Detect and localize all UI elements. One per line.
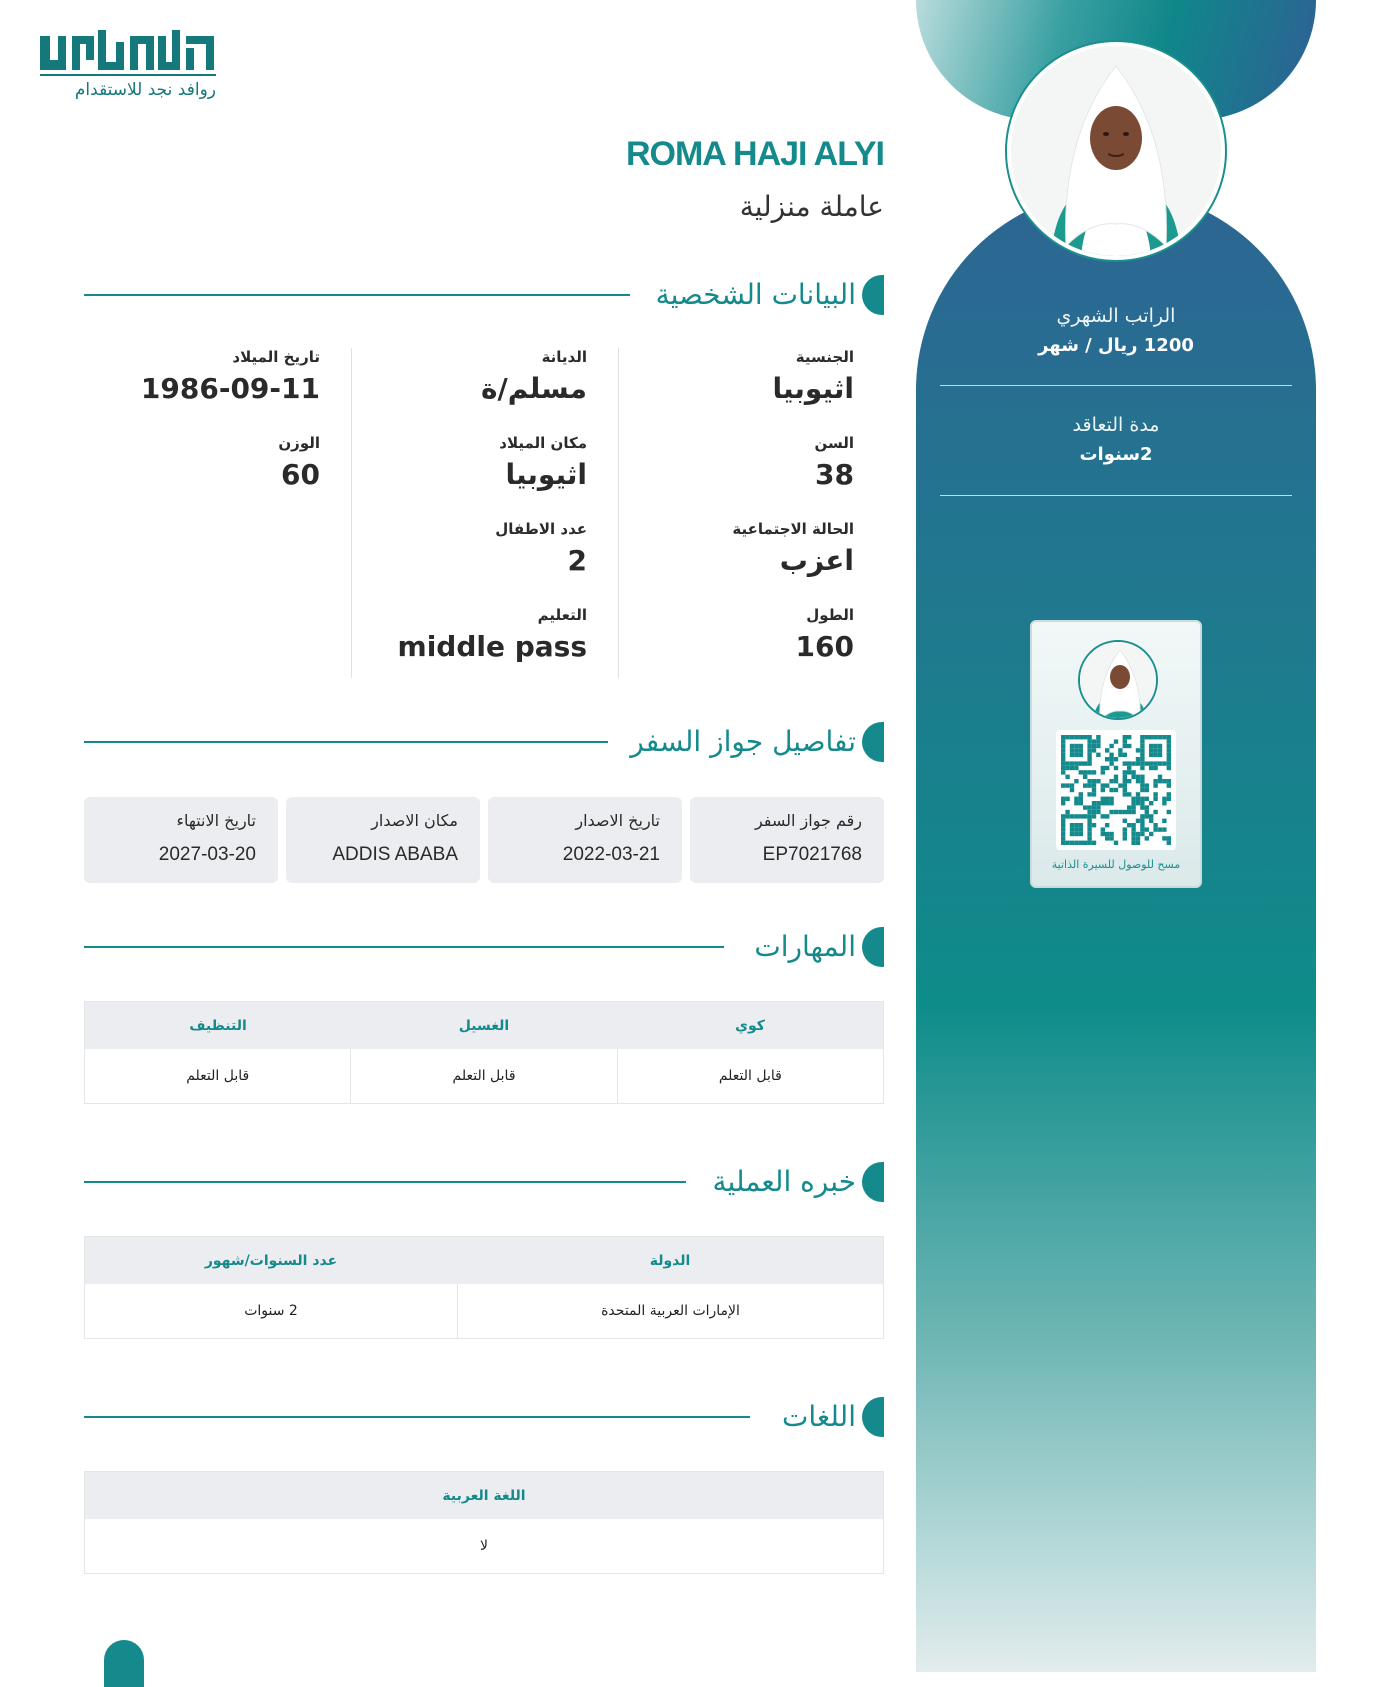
section-marker bbox=[862, 722, 884, 762]
field-nationality bbox=[772, 348, 854, 405]
field-value: 1986-09-11 bbox=[140, 372, 320, 405]
table-header-cell: التنظيف bbox=[189, 1017, 247, 1034]
field-value: اثيوبيا bbox=[772, 372, 854, 405]
personal-column bbox=[84, 348, 350, 678]
qr-code[interactable] bbox=[1056, 730, 1176, 850]
table-cell: الإمارات العربية المتحدة bbox=[457, 1284, 883, 1338]
sidebar-divider bbox=[940, 385, 1292, 386]
qr-card[interactable] bbox=[1030, 620, 1202, 888]
field-value: 38 bbox=[815, 458, 854, 491]
section-title: اللغات bbox=[782, 1400, 856, 1433]
field-label: الجنسية bbox=[795, 348, 854, 366]
card-label: مكان الاصدار bbox=[371, 811, 458, 830]
section-title: المهارات bbox=[754, 930, 856, 963]
section-marker bbox=[862, 275, 884, 315]
card-label: تاريخ الانتهاء bbox=[176, 811, 256, 830]
experience-table bbox=[84, 1236, 884, 1339]
table-cell: لا bbox=[480, 1538, 488, 1554]
field-label: السن bbox=[814, 434, 854, 452]
field-label: مكان الميلاد bbox=[499, 434, 587, 452]
section-rule bbox=[84, 946, 724, 948]
table-header-cell: اللغة العربية bbox=[442, 1487, 526, 1504]
personal-column bbox=[351, 348, 617, 678]
field-label: الوزن bbox=[278, 434, 320, 452]
card-label: رقم جواز السفر bbox=[754, 811, 862, 830]
card-value: 2022-03-21 bbox=[562, 844, 660, 865]
section-title: البيانات الشخصية bbox=[655, 278, 856, 311]
field-label: الطول bbox=[806, 606, 854, 624]
field-marital-status bbox=[732, 520, 854, 577]
table-row bbox=[85, 1284, 883, 1338]
contract-block bbox=[940, 414, 1292, 465]
profile-photo bbox=[1011, 46, 1221, 256]
worker-name: ROMA HAJI ALYI bbox=[625, 135, 884, 173]
field-label: الديانة bbox=[541, 348, 587, 366]
field-age bbox=[814, 434, 854, 491]
salary-block bbox=[940, 305, 1292, 356]
table-header-row bbox=[85, 1472, 883, 1519]
passport-issue-date-card bbox=[488, 797, 682, 883]
field-height bbox=[796, 606, 854, 663]
contract-value: 2سنوات bbox=[1079, 444, 1153, 465]
passport-issue-place-card bbox=[286, 797, 480, 883]
field-label: عدد الاطفال bbox=[495, 520, 587, 538]
table-row bbox=[85, 1519, 883, 1573]
field-value: 160 bbox=[795, 630, 854, 663]
table-cell: قابل التعلم bbox=[186, 1068, 250, 1084]
section-rule bbox=[84, 1181, 686, 1183]
table-header-cell: الغسيل bbox=[458, 1017, 510, 1034]
section-personal bbox=[84, 275, 884, 315]
table-header-row bbox=[85, 1237, 883, 1284]
section-title: تفاصيل جواز السفر bbox=[630, 725, 856, 758]
field-birthplace bbox=[499, 434, 587, 491]
section-languages bbox=[84, 1397, 884, 1437]
field-value: middle pass bbox=[397, 630, 587, 663]
field-birthdate bbox=[141, 348, 320, 405]
bottom-decoration bbox=[104, 1640, 144, 1687]
field-value: مسلم/ة bbox=[481, 372, 587, 405]
section-marker bbox=[862, 927, 884, 967]
field-value: 60 bbox=[281, 458, 320, 491]
passport-number-card bbox=[690, 797, 884, 883]
table-header-cell: كوي bbox=[735, 1017, 765, 1034]
field-children bbox=[495, 520, 587, 577]
table-cell: 2 سنوات bbox=[244, 1303, 298, 1319]
contract-label: مدة التعاقد bbox=[1072, 414, 1160, 436]
card-value: 2027-03-20 bbox=[158, 844, 256, 865]
section-marker bbox=[862, 1397, 884, 1437]
skills-table bbox=[84, 1001, 884, 1104]
table-header-row bbox=[85, 1002, 883, 1049]
qr-caption: مسح للوصول للسيرة الذاتية bbox=[1051, 858, 1181, 871]
card-value: EP7021768 bbox=[762, 844, 862, 865]
field-label: تاريخ الميلاد bbox=[232, 348, 320, 366]
section-title: خبره العملية bbox=[712, 1165, 856, 1198]
qr-profile-photo bbox=[1078, 640, 1158, 720]
table-cell: قابل التعلم bbox=[350, 1049, 616, 1103]
table-row bbox=[85, 1049, 883, 1103]
table-cell: قابل التعلم bbox=[617, 1049, 883, 1103]
section-rule bbox=[84, 294, 630, 296]
personal-column bbox=[618, 348, 884, 678]
field-education bbox=[398, 606, 587, 663]
salary-value: 1200 ريال / شهر bbox=[1038, 335, 1194, 356]
table-header-cell: الدولة bbox=[649, 1252, 691, 1269]
field-value: اثيوبيا bbox=[505, 458, 587, 491]
card-value: ADDIS ABABA bbox=[332, 844, 458, 865]
section-skills bbox=[84, 927, 884, 967]
field-value: 2 bbox=[567, 544, 587, 577]
field-label: التعليم bbox=[537, 606, 587, 624]
section-rule bbox=[84, 1416, 750, 1418]
field-label: الحالة الاجتماعية bbox=[732, 520, 854, 538]
section-experience bbox=[84, 1162, 884, 1202]
field-value: اعزب bbox=[779, 544, 854, 577]
field-weight bbox=[278, 434, 320, 491]
section-passport bbox=[84, 722, 884, 762]
sidebar-divider bbox=[940, 495, 1292, 496]
card-label: تاريخ الاصدار bbox=[575, 811, 660, 830]
section-marker bbox=[862, 1162, 884, 1202]
passport-expiry-card bbox=[84, 797, 278, 883]
field-religion bbox=[481, 348, 587, 405]
salary-label: الراتب الشهري bbox=[1056, 305, 1176, 327]
languages-table bbox=[84, 1471, 884, 1574]
section-rule bbox=[84, 741, 608, 743]
company-tagline: روافد نجد للاستقدام bbox=[74, 80, 216, 100]
table-header-cell: عدد السنوات/شهور bbox=[204, 1252, 338, 1269]
personal-data-grid bbox=[84, 348, 884, 678]
worker-job-title: عاملة منزلية bbox=[739, 190, 884, 223]
sidebar-panel bbox=[916, 190, 1316, 1672]
